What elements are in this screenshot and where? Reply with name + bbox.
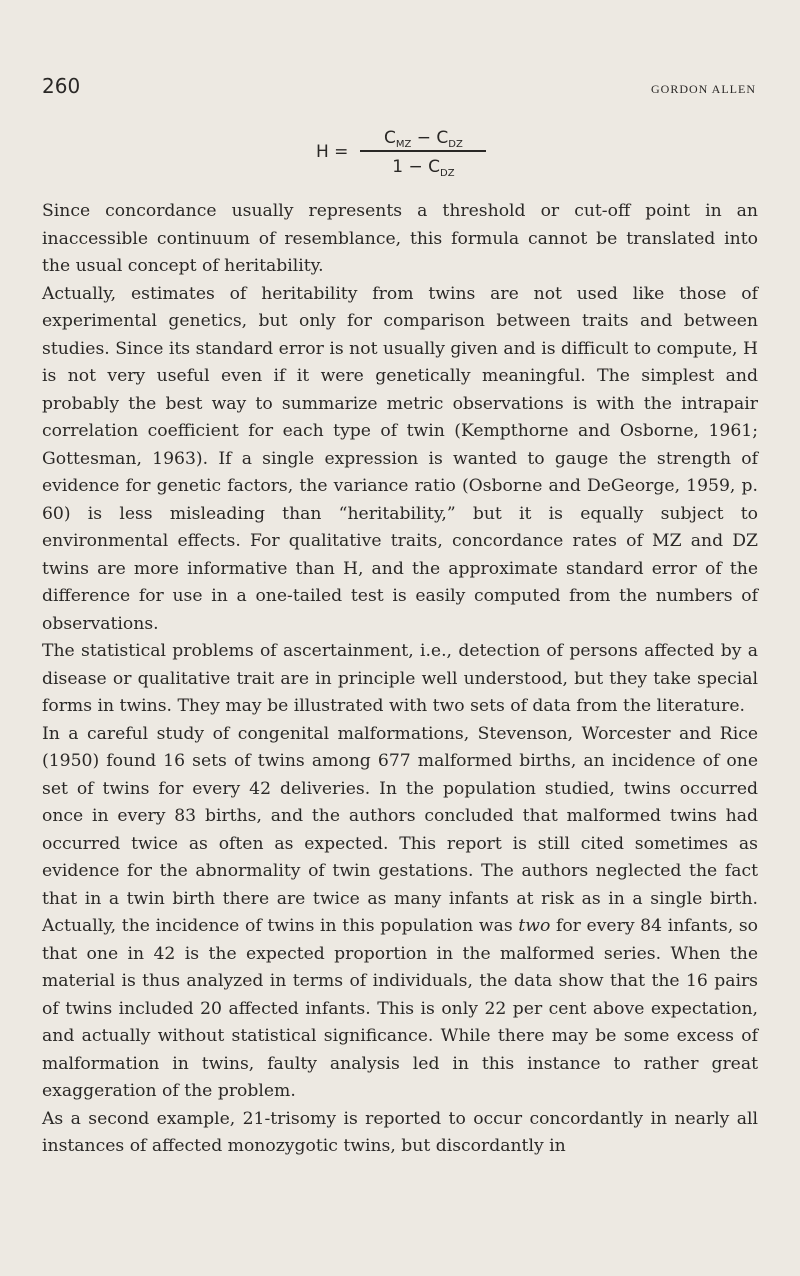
body-text	[42, 198, 758, 1161]
denominator-one-minus: 1 −	[392, 156, 423, 177]
numerator-term-c-mz: C	[384, 128, 396, 148]
subscript-dz: DZ	[448, 139, 463, 150]
formula-numerator	[378, 128, 469, 150]
paragraph-4-emphasis: two	[518, 916, 551, 936]
paragraph-4-part-2: for every 84 infants, so that one in 42 is the expected proportion in the malformed series. When the material is thus analyzed in terms of individuals, the data show that the 16 pairs of twins included 20 affected infants. This is only 22 per cent above expectation, and actually without statistical significance. While there may be some excess of malformation in twins, faulty analysis led in this instance to rather great exaggeration of the problem.	[42, 916, 758, 1101]
page-number: 260	[42, 74, 81, 98]
numerator-minus: −	[416, 128, 432, 148]
denominator-term-c-dz: C	[428, 156, 441, 177]
formula-lhs: H =	[316, 142, 349, 163]
denominator-subscript-dz: DZ	[440, 167, 455, 179]
paragraph-4-part-1: In a careful study of congenital malformations, Stevenson, Worcester and Rice (1950) found 16 sets of twins among 677 malformed births, an incidence of one set of twins for every 42 deliveries. In the population studied, twins occurred once in every 83 births, and the authors concluded that malformed twins had occurred twice as often as expected. This report is still cited sometimes as evidence for the abnormality of twin gestations. The authors neglected the fact that in a twin birth there are twice as many infants at risk as in a single birth. Actually, the incidence of twins in this population was	[42, 723, 758, 936]
subscript-mz: MZ	[395, 139, 412, 150]
formula-fraction	[360, 128, 486, 177]
paragraph-4	[42, 721, 758, 1106]
formula-denominator	[392, 152, 454, 177]
running-head: GORDON ALLEN	[651, 82, 756, 96]
paragraph-3: The statistical problems of ascertainment, i.e., detection of persons affected by a disease or qualitative trait are in principle well understood, but they take special forms in twins. They may be illustrated with two sets of data from the literature.	[42, 641, 758, 716]
paragraph-2: Actually, estimates of heritability from twins are not used like those of experimental genetics, but only for comparison between traits and between studies. Since its standard error is not usually given and is difficult to compute, H is not very useful even if it were genetically meaningful. The simplest and probably the best way to summarize metric observations is with the intrapair correlation coefficient for each type of twin (Kempthorne and Osborne, 1961; Gottesman, 1963). If a single expression is wanted to gauge the strength of evidence for genetic factors, the variance ratio (Osborne and DeGeorge, 1959, p. 60) is less misleading than “heritability,” but it is equally subject to environmental effects. For qualitative traits, concordance rates of MZ and DZ twins are more informative than H, and the approximate standard error of the difference for use in a one-tailed test is easily computed from the numbers of observations.	[42, 283, 758, 634]
page-header	[42, 74, 756, 98]
heritability-formula	[316, 128, 486, 177]
paragraph-1: Since concordance usually represents a threshold or cut-off point in an inaccessible continuum of resemblance, this formula cannot be translated into the usual concept of heritability.	[42, 201, 758, 276]
paragraph-5: As a second example, 21-trisomy is reported to occur concordantly in nearly all instances of affected monozygotic twins, but discordantly in	[42, 1108, 758, 1156]
numerator-term-c-dz: C	[436, 128, 449, 148]
